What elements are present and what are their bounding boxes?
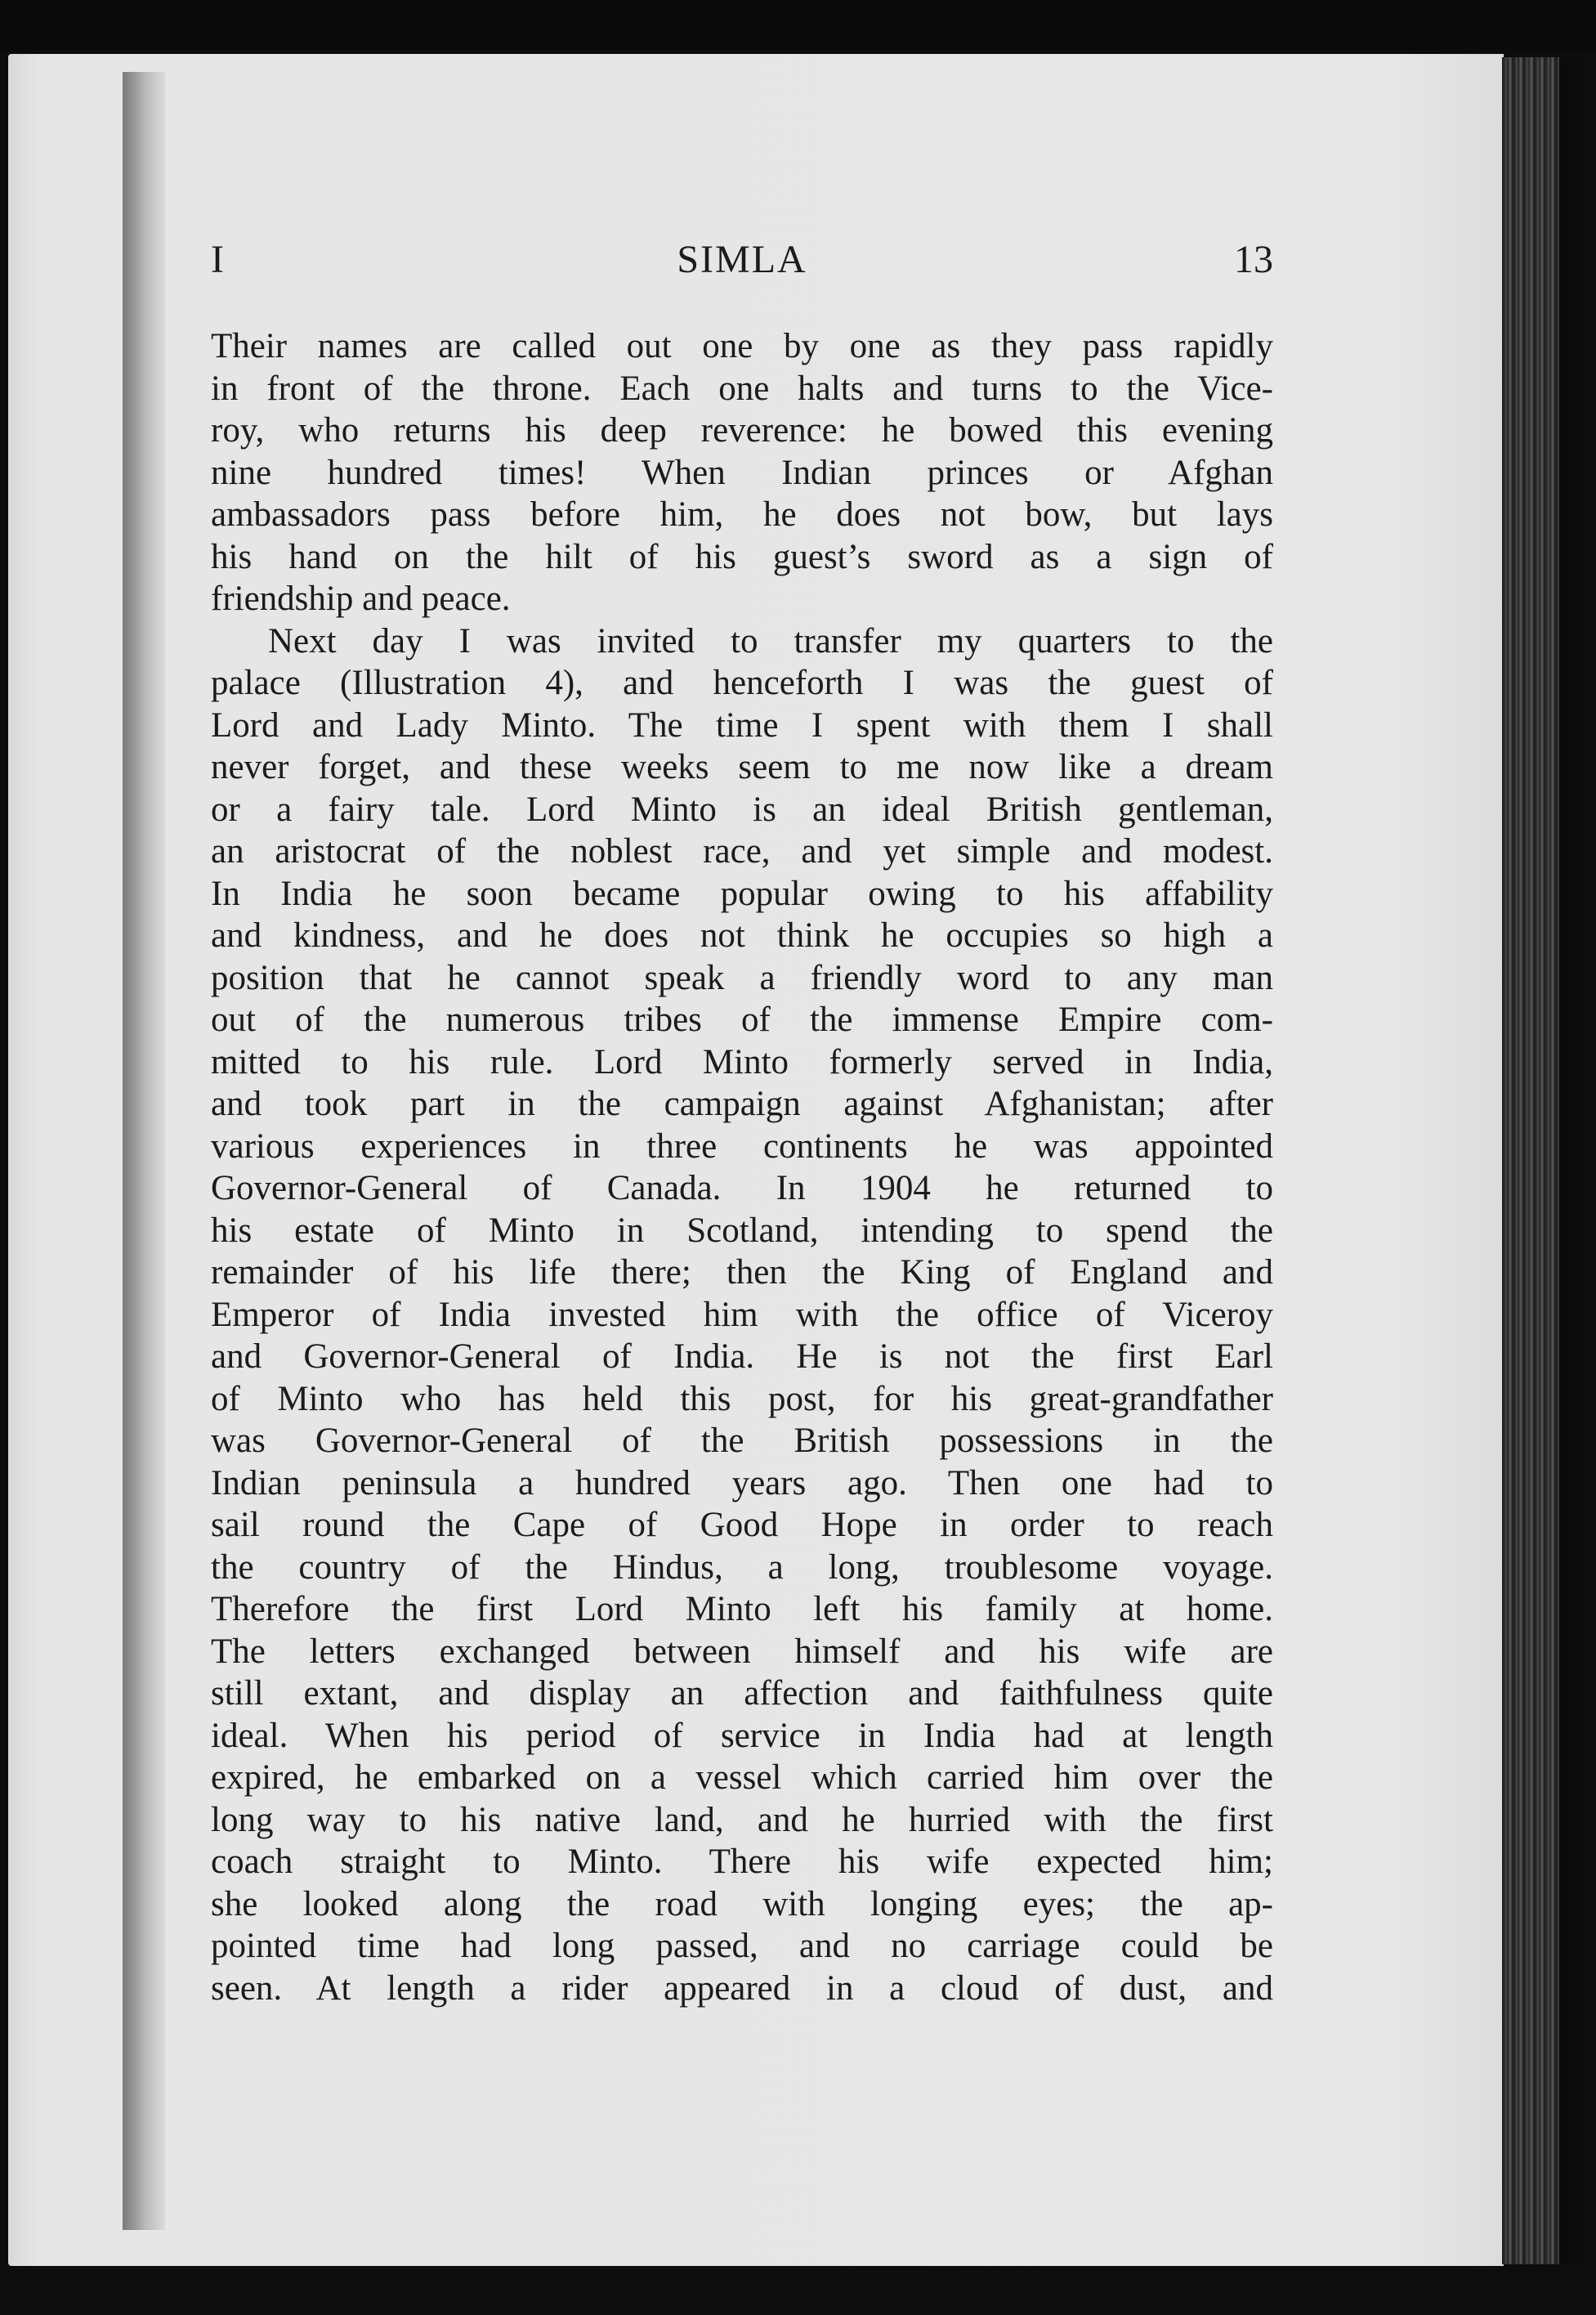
page-number: 13 [1234, 238, 1273, 281]
text-line: expired, he embarked on a vessel which carried him over the [211, 1758, 1273, 1797]
text-line: various experiences in three continents he was appointed [211, 1126, 1273, 1166]
text-line: and took part in the campaign against Afghanistan; after [211, 1085, 1273, 1123]
text-line: coach straight to Minto. There his wife expected him; [211, 1843, 1273, 1881]
text-line: his estate of Minto in Scotland, intending to spend the [211, 1211, 1273, 1250]
text-line: friendship and peace. [211, 580, 511, 618]
text-line: The letters exchanged between himself and his wife are [211, 1632, 1273, 1671]
text-line: position that he cannot speak a friendly word to any man [211, 958, 1273, 997]
text-line: or a fairy tale. Lord Minto is an ideal British gentleman, [211, 790, 1273, 829]
chapter-number: I [211, 238, 224, 281]
text-line: and Governor-General of India. He is not the first Earl [211, 1337, 1273, 1376]
text-line: never forget, and these weeks seem to me now like a dream [211, 748, 1273, 786]
text-line: she looked along the road with longing eyes; the ap- [211, 1884, 1273, 1923]
text-line: his hand on the hilt of his guest’s sword as a sign of [211, 537, 1273, 576]
text-line: pointed time had long passed, and no carriage could be [211, 1927, 1273, 1965]
running-title: SIMLA [677, 238, 807, 281]
text-line: long way to his native land, and he hurried with the first [211, 1800, 1273, 1839]
text-line: in front of the throne. Each one halts and turns to the Vice- [211, 369, 1273, 408]
text-line: Their names are called out one by one as they pass rapidly [211, 327, 1273, 365]
text-line: ambassadors pass before him, he does not bow, but lays [211, 495, 1273, 534]
text-line: and kindness, and he does not think he occupies so high a [211, 916, 1273, 955]
text-line: mitted to his rule. Lord Minto formerly served in India, [211, 1042, 1273, 1081]
text-line: Governor-General of Canada. In 1904 he returned to [211, 1169, 1273, 1207]
text-line: was Governor-General of the British possessions in the [211, 1422, 1273, 1460]
text-line: of Minto who has held this post, for his great-grandfather [211, 1379, 1273, 1418]
book-gutter-shadow [123, 72, 165, 2230]
text-line: out of the numerous tribes of the immense Empire com- [211, 1001, 1273, 1039]
text-line: Next day I was invited to transfer my quarters to the [268, 621, 1273, 660]
text-line: Emperor of India invested him with the office of Viceroy [211, 1295, 1273, 1334]
text-line: nine hundred times! When Indian princes or Afghan [211, 453, 1273, 492]
body-text [211, 325, 1273, 2009]
text-line: Indian peninsula a hundred years ago. Then one had to [211, 1463, 1273, 1502]
text-line: Lord and Lady Minto. The time I spent with them I shall [211, 705, 1273, 745]
text-line: roy, who returns his deep reverence: he bowed this evening [211, 411, 1273, 450]
text-line: remainder of his life there; then the King of England and [211, 1253, 1273, 1292]
text-line: In India he soon became popular owing to his affability [211, 874, 1273, 913]
text-line: the country of the Hindus, a long, troublesome voyage. [211, 1547, 1273, 1587]
text-line: still extant, and display an affection and faithfulness quite [211, 1674, 1273, 1713]
text-line: an aristocrat of the noblest race, and yet simple and modest. [211, 832, 1273, 871]
running-header [211, 237, 1273, 294]
text-line: seen. At length a rider appeared in a cloud of dust, and [211, 1968, 1273, 2008]
text-line: ideal. When his period of service in India had at length [211, 1716, 1273, 1755]
book-page-edges [1502, 57, 1567, 2264]
text-line: sail round the Cape of Good Hope in order to reach [211, 1506, 1273, 1544]
text-line: Therefore the first Lord Minto left his family at home. [211, 1590, 1273, 1628]
text-line: palace (Illustration 4), and henceforth I was the guest of [211, 664, 1273, 702]
